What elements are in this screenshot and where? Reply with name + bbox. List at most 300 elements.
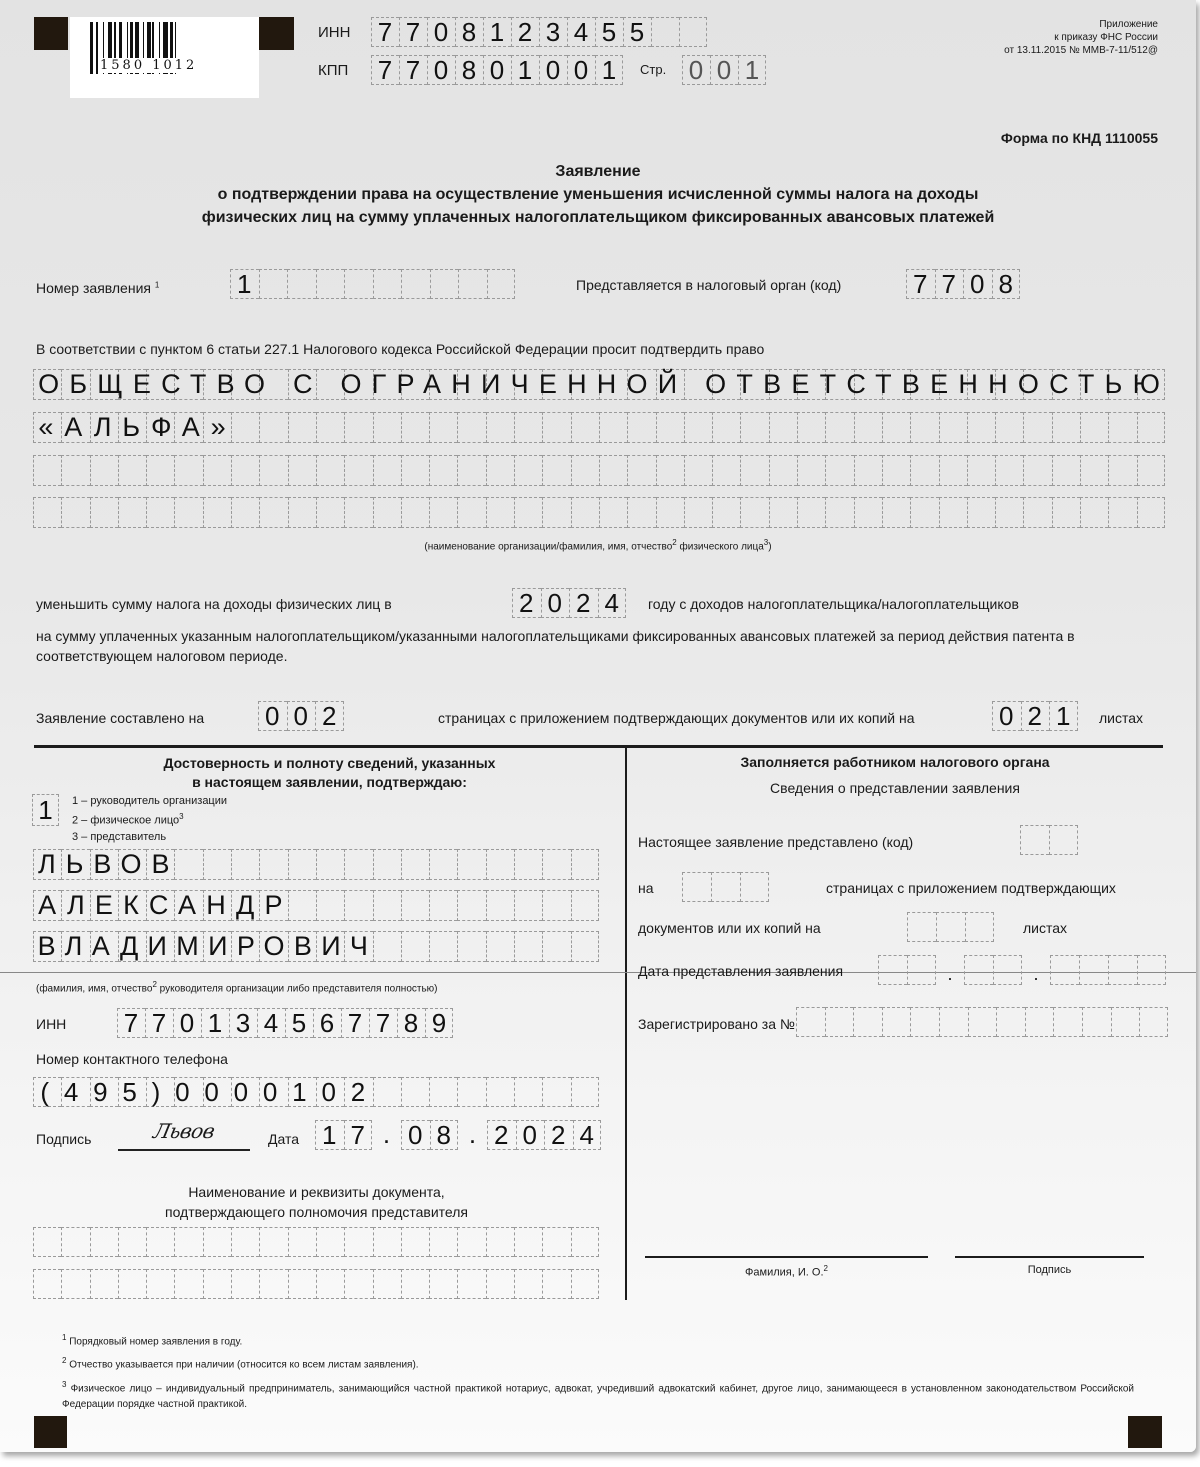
input-cell	[712, 412, 740, 443]
input-cell	[118, 1227, 146, 1257]
organization-name-row-4[interactable]	[33, 497, 1165, 528]
rep-doc-line-2: подтверждающего полномочия представителя	[164, 1204, 468, 1220]
input-cell	[401, 1269, 429, 1299]
input-cell	[514, 849, 542, 880]
input-cell	[910, 497, 938, 528]
organization-name-row-2-text: «АЛЬФА»	[38, 412, 237, 442]
input-cell	[203, 1269, 231, 1299]
signer-name-row[interactable]	[33, 890, 599, 921]
input-cell	[656, 412, 684, 443]
input-cell	[486, 931, 514, 962]
option-director: 1 – руководитель организации	[72, 795, 228, 807]
input-cell	[882, 1007, 911, 1037]
input-cell	[90, 497, 118, 528]
input-cell	[882, 412, 910, 443]
input-cell	[1052, 412, 1080, 443]
input-cell	[1049, 825, 1078, 855]
tax-office-label: Представляется в налоговый орган (код)	[576, 277, 842, 293]
inn-value: 7708123455	[377, 17, 658, 47]
tax-year-field[interactable]	[512, 588, 634, 618]
rep-doc-field-row-2[interactable]	[33, 1269, 599, 1299]
intro-text: В соответствии с пунктом 6 статьи 227.1 Налогового кодекса Российской Федерации просит подтвердить право	[36, 341, 765, 357]
input-cell	[174, 1227, 202, 1257]
barcode-number: 1580 1012	[100, 58, 198, 73]
input-cell	[514, 497, 542, 528]
application-number-label-text: Номер заявления	[36, 280, 151, 296]
input-cell	[259, 1269, 287, 1299]
signer-type-value: 1	[38, 795, 66, 825]
submitted-code-label: Настоящее заявление представлено (код)	[638, 834, 914, 850]
corner-marker-top-right	[259, 17, 294, 50]
organization-name-row-1[interactable]	[33, 369, 1171, 400]
input-cell	[1052, 455, 1080, 486]
form-code: Форма по КНД 1110055	[1000, 130, 1158, 146]
input-cell	[118, 1269, 146, 1299]
input-cell	[174, 455, 202, 486]
date-separator: .	[382, 1119, 391, 1149]
tax-office-code-value: 7708	[913, 269, 1028, 299]
kpp-value: 770801001	[377, 55, 630, 85]
input-cell	[1108, 497, 1136, 528]
input-cell	[401, 1227, 429, 1257]
cell-grid	[907, 912, 994, 942]
input-cell	[1137, 412, 1165, 443]
input-cell	[33, 1227, 61, 1257]
input-cell	[457, 455, 485, 486]
input-cell	[316, 1227, 344, 1257]
input-cell	[542, 412, 570, 443]
input-cell	[457, 849, 485, 880]
input-cell	[344, 849, 372, 880]
input-cell	[939, 1007, 968, 1037]
input-cell	[514, 1269, 542, 1299]
input-cell	[288, 1227, 316, 1257]
cell-grid	[1020, 825, 1078, 855]
input-cell	[542, 1077, 570, 1107]
page-number-value: 001	[688, 55, 773, 85]
submitted-code-field[interactable]	[1020, 825, 1078, 855]
inn-field[interactable]	[371, 17, 707, 47]
signer-inn-label: ИНН	[36, 1016, 67, 1032]
input-cell	[288, 412, 316, 443]
input-cell	[679, 17, 707, 47]
cell-grid	[796, 1007, 1168, 1037]
org-caption-start: (наименование организации/фамилия, имя, отчество	[424, 541, 673, 553]
signer-surname-text: ЛЬВОВ	[37, 849, 180, 879]
input-cell	[33, 1269, 61, 1299]
input-cell	[769, 497, 797, 528]
input-cell	[401, 497, 429, 528]
date-month-value: 08	[408, 1120, 466, 1150]
input-cell	[61, 1269, 89, 1299]
input-cell	[656, 497, 684, 528]
input-cell	[627, 455, 655, 486]
input-cell	[231, 849, 259, 880]
input-cell	[231, 1227, 259, 1257]
input-cell	[457, 931, 485, 962]
barcode	[70, 17, 259, 98]
signer-type-options	[72, 793, 227, 845]
input-cell	[33, 455, 61, 486]
input-cell	[740, 412, 768, 443]
input-cell	[712, 497, 740, 528]
cell-grid	[964, 955, 1022, 985]
input-cell	[1052, 497, 1080, 528]
input-cell	[571, 849, 599, 880]
appendix-note	[1004, 18, 1158, 57]
option-individual-text: 2 – физическое лицо	[72, 814, 180, 827]
date-month-cells[interactable]	[401, 1120, 466, 1150]
input-cell	[1053, 1007, 1082, 1037]
application-number-value: 1	[237, 269, 266, 299]
input-cell	[316, 455, 344, 486]
input-cell	[542, 849, 570, 880]
input-cell	[967, 455, 995, 486]
input-cell	[457, 1269, 485, 1299]
input-cell	[599, 412, 627, 443]
input-cell	[825, 412, 853, 443]
input-cell	[514, 412, 542, 443]
input-cell	[486, 849, 514, 880]
input-cell	[571, 497, 599, 528]
footnotes	[62, 1330, 1134, 1413]
footnote-2-num: 2	[62, 1356, 67, 1366]
paragraph-line-1: на сумму уплаченных указанным налогоплательщиком/указанными налогоплательщиками фиксированных авансовых платежей за период действия патента в	[36, 628, 1075, 644]
input-cell	[458, 269, 487, 299]
org-caption-sup2: 3	[763, 538, 769, 547]
tax-office-code-field[interactable]	[906, 269, 1028, 299]
input-cell	[854, 497, 882, 528]
date-separator: .	[468, 1119, 477, 1149]
fio-caption-sup: 2	[152, 980, 157, 989]
official-fio-label: Фамилия, И. О.	[745, 1266, 824, 1279]
input-cell	[203, 455, 231, 486]
input-cell	[487, 269, 516, 299]
footnote-3-num: 3	[62, 1379, 67, 1389]
input-cell	[429, 849, 457, 880]
confirm-heading-line-1: Достоверность и полноту сведений, указанных	[163, 755, 496, 771]
input-cell	[1082, 1007, 1111, 1037]
input-cell	[316, 890, 344, 921]
signer-patronymic-text: ВЛАДИМИРОВИЧ	[37, 931, 378, 961]
input-cell	[316, 412, 344, 443]
input-cell	[571, 1269, 599, 1299]
input-cell	[373, 455, 401, 486]
input-cell	[401, 849, 429, 880]
input-cell	[486, 1077, 514, 1107]
input-cell	[429, 412, 457, 443]
input-cell	[797, 455, 825, 486]
signature-date-field[interactable]	[315, 1119, 609, 1150]
input-cell	[936, 912, 965, 942]
kpp-field[interactable]	[371, 55, 630, 85]
column-divider	[625, 745, 627, 1300]
footnote-2-text: Отчество указывается при наличии (относится ко всем листам заявления).	[69, 1359, 419, 1371]
input-cell	[1137, 497, 1165, 528]
cell-grid	[33, 1227, 599, 1257]
input-cell	[514, 1227, 542, 1257]
input-cell	[656, 455, 684, 486]
input-cell	[542, 455, 570, 486]
appendix-line-3: от 13.11.2015 № ММВ-7-11/512@	[1004, 45, 1158, 56]
input-cell	[939, 497, 967, 528]
cell-grid	[230, 269, 515, 299]
input-cell	[429, 455, 457, 486]
input-cell	[571, 1227, 599, 1257]
input-cell	[993, 955, 1022, 985]
input-cell	[939, 412, 967, 443]
submission-date-field[interactable]	[878, 955, 1166, 985]
signer-patronymic-row[interactable]	[33, 931, 599, 962]
input-cell	[316, 1269, 344, 1299]
reduce-label: уменьшить сумму налога на доходы физических лиц в	[36, 596, 392, 612]
input-cell	[542, 931, 570, 962]
input-cell	[429, 890, 457, 921]
pages-count-value: 002	[265, 701, 351, 731]
organization-name-row-3[interactable]	[33, 455, 1165, 486]
input-cell	[203, 849, 231, 880]
org-caption-mid: физического лица	[676, 541, 764, 553]
title-line-2: о подтверждении права на осуществление уменьшения исчисленной суммы налога на доходы	[217, 186, 979, 203]
input-cell	[939, 455, 967, 486]
phone-label: Номер контактного телефона	[36, 1051, 228, 1067]
received-sheets-label: листах	[1023, 920, 1068, 936]
input-cell	[571, 931, 599, 962]
input-cell	[967, 412, 995, 443]
input-cell	[740, 872, 769, 902]
input-cell	[684, 412, 712, 443]
option-individual	[72, 809, 227, 829]
date-label: Дата	[268, 1131, 300, 1147]
cell-grid	[33, 455, 1165, 486]
input-cell	[174, 1269, 202, 1299]
input-cell	[344, 497, 372, 528]
input-cell	[599, 455, 627, 486]
input-cell	[429, 931, 457, 962]
input-cell	[401, 1077, 429, 1107]
input-cell	[797, 412, 825, 443]
input-cell	[571, 890, 599, 921]
input-cell	[542, 1269, 570, 1299]
input-cell	[910, 1007, 939, 1037]
input-cell	[344, 1269, 372, 1299]
signer-fio-caption	[36, 980, 438, 994]
signer-inn-value: 770134567789	[123, 1008, 460, 1038]
input-cell	[571, 412, 599, 443]
signer-type-field[interactable]	[32, 794, 66, 826]
signature-line[interactable]	[118, 1113, 250, 1151]
official-signature-line	[955, 1256, 1144, 1258]
input-cell	[769, 412, 797, 443]
input-cell	[344, 1227, 372, 1257]
input-cell	[878, 955, 907, 985]
footnote-ref-1: 1	[154, 280, 160, 290]
option-individual-sup: 3	[179, 812, 184, 821]
registration-number-field[interactable]	[796, 1007, 1168, 1037]
received-pages-field[interactable]	[682, 872, 769, 902]
corner-marker-bottom-right	[1128, 1416, 1162, 1448]
fio-caption-end: руководителя организации либо представителя полностью)	[156, 983, 438, 995]
input-cell	[910, 412, 938, 443]
input-cell	[373, 412, 401, 443]
organization-name-row-2[interactable]	[33, 412, 1165, 443]
signature-handwriting: Львов	[151, 1119, 217, 1143]
input-cell	[401, 412, 429, 443]
input-cell	[146, 497, 174, 528]
sheets-label: листах	[1099, 710, 1144, 726]
title-line-1: Заявление	[555, 163, 641, 180]
input-cell	[146, 1269, 174, 1299]
official-fio-sup: 2	[823, 1264, 828, 1273]
submission-date-label: Дата представления заявления	[638, 963, 844, 979]
kpp-label: КПП	[318, 62, 349, 79]
input-cell	[1137, 455, 1165, 486]
official-fio-caption	[645, 1264, 928, 1279]
input-cell	[288, 1269, 316, 1299]
date-day-cells[interactable]	[315, 1120, 380, 1150]
footnote-3	[62, 1377, 1134, 1413]
input-cell	[457, 1227, 485, 1257]
input-cell	[1080, 455, 1108, 486]
cell-grid	[682, 872, 769, 902]
input-cell	[1020, 825, 1049, 855]
input-cell	[401, 931, 429, 962]
input-cell	[118, 455, 146, 486]
input-cell	[599, 497, 627, 528]
input-cell	[965, 912, 994, 942]
input-cell	[429, 1269, 457, 1299]
phone-field[interactable]	[33, 1077, 599, 1107]
input-cell	[967, 497, 995, 528]
org-caption-sup1: 2	[672, 538, 677, 547]
input-cell	[968, 1007, 997, 1037]
input-cell	[542, 890, 570, 921]
signature-label: Подпись	[36, 1131, 92, 1147]
signer-surname-row[interactable]	[33, 849, 599, 880]
input-cell	[401, 890, 429, 921]
pages-count-field[interactable]	[258, 701, 351, 731]
input-cell	[711, 872, 740, 902]
input-cell	[203, 497, 231, 528]
input-cell	[514, 1077, 542, 1107]
input-cell	[457, 412, 485, 443]
footnote-3-text: Физическое лицо – индивидуальный предприниматель, занимающийся частной практикой нотариус, адвокат, учредивший адвокатский кабинет, другое лицо, занимающееся в установленном законодательством Российской Федерации порядке частной практикой.	[62, 1382, 1134, 1410]
date-year-cells[interactable]	[487, 1120, 609, 1150]
input-cell	[910, 455, 938, 486]
input-cell	[401, 455, 429, 486]
confirm-heading	[34, 754, 625, 792]
input-cell	[90, 455, 118, 486]
page-number-field[interactable]	[682, 55, 773, 85]
input-cell	[33, 497, 61, 528]
cell-grid	[878, 955, 936, 985]
section-divider	[34, 745, 1163, 748]
received-sheets-field[interactable]	[907, 912, 994, 942]
input-cell	[429, 1077, 457, 1107]
signer-inn-field[interactable]	[117, 1008, 460, 1038]
input-cell	[174, 497, 202, 528]
date-separator: .	[1033, 964, 1039, 984]
application-number-field[interactable]	[230, 269, 515, 299]
confirm-heading-line-2: в настоящем заявлении, подтверждаю:	[192, 774, 467, 790]
input-cell	[344, 412, 372, 443]
input-cell	[259, 412, 287, 443]
rep-doc-field-row-1[interactable]	[33, 1227, 599, 1257]
input-cell	[542, 497, 570, 528]
input-cell	[344, 269, 373, 299]
input-cell	[231, 497, 259, 528]
year-suffix-text: году с доходов налогоплательщика/налогоплательщиков	[648, 596, 1019, 612]
input-cell	[796, 1007, 825, 1037]
input-cell	[231, 1269, 259, 1299]
input-cell	[203, 1227, 231, 1257]
submission-day-cells[interactable]	[878, 955, 936, 985]
input-cell	[995, 455, 1023, 486]
cell-grid	[33, 497, 1165, 528]
on-label: на	[638, 880, 654, 896]
tax-office-subheading: Сведения о представлении заявления	[770, 780, 1020, 796]
footnote-1-num: 1	[62, 1333, 67, 1342]
input-cell	[457, 890, 485, 921]
input-cell	[825, 497, 853, 528]
input-cell	[825, 1007, 854, 1037]
organization-name-caption	[0, 538, 1196, 552]
attachments-label: страницах с приложением подтверждающих документов или их копий на	[438, 710, 915, 726]
input-cell	[373, 1227, 401, 1257]
input-cell	[61, 497, 89, 528]
input-cell	[882, 455, 910, 486]
application-number-label	[36, 280, 159, 296]
input-cell	[854, 412, 882, 443]
input-cell	[288, 497, 316, 528]
sheets-count-field[interactable]	[992, 701, 1085, 731]
input-cell	[373, 890, 401, 921]
footnote-2	[62, 1353, 1134, 1373]
cell-grid	[1050, 955, 1166, 985]
input-cell	[373, 849, 401, 880]
input-cell	[259, 849, 287, 880]
appendix-line-1: Приложение	[1099, 19, 1158, 30]
input-cell	[457, 497, 485, 528]
input-cell	[259, 1227, 287, 1257]
input-cell	[287, 269, 316, 299]
appendix-line-2: к приказу ФНС России	[1054, 32, 1158, 43]
input-cell	[627, 497, 655, 528]
input-cell	[1079, 955, 1108, 985]
docs-label: документов или их копий на	[638, 920, 821, 936]
submission-month-cells[interactable]	[964, 955, 1022, 985]
input-cell	[514, 455, 542, 486]
input-cell	[61, 455, 89, 486]
input-cell	[457, 1077, 485, 1107]
official-fio-line	[645, 1256, 928, 1258]
footnote-1	[62, 1330, 1134, 1350]
tax-year-value: 2024	[519, 588, 634, 618]
official-signature-caption: Подпись	[1027, 1264, 1072, 1276]
input-cell	[995, 497, 1023, 528]
input-cell	[1080, 412, 1108, 443]
input-cell	[514, 931, 542, 962]
inn-label: ИНН	[318, 24, 351, 41]
input-cell	[259, 497, 287, 528]
input-cell	[316, 849, 344, 880]
input-cell	[486, 455, 514, 486]
input-cell	[1111, 1007, 1140, 1037]
corner-marker-top-left	[34, 17, 68, 50]
input-cell	[682, 872, 711, 902]
input-cell	[430, 269, 459, 299]
submission-year-cells[interactable]	[1050, 955, 1166, 985]
